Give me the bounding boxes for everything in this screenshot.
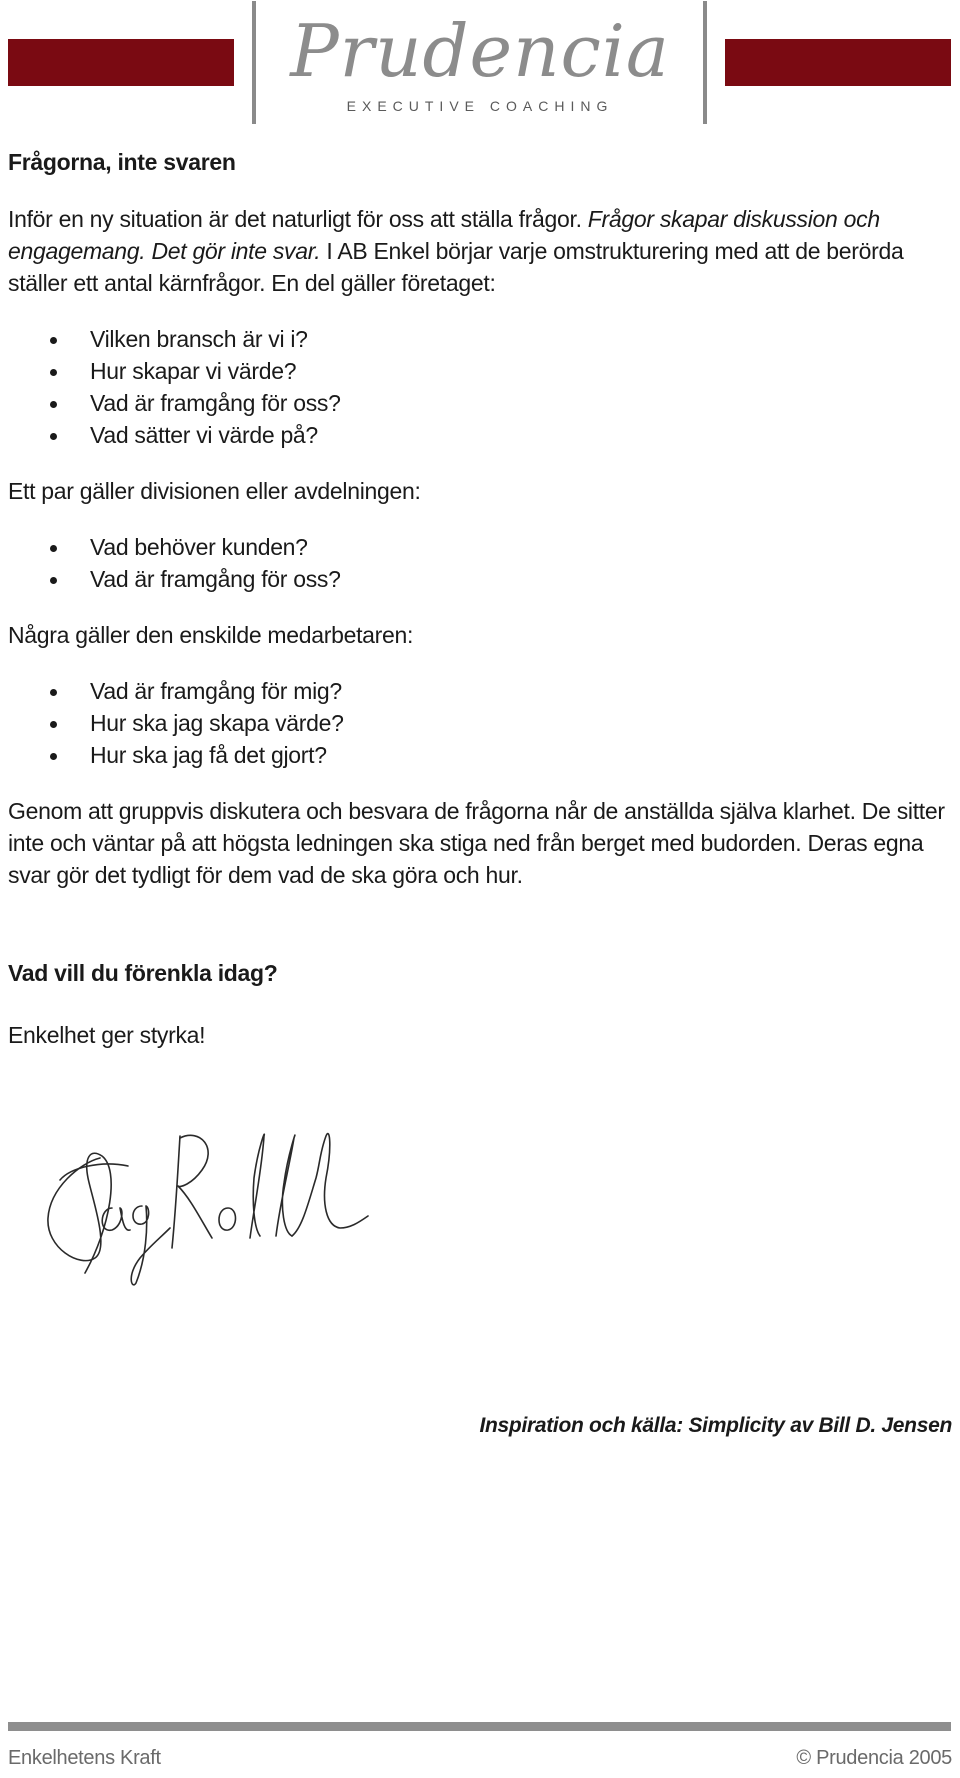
division-intro: Ett par gäller divisionen eller avdelningen: <box>8 478 421 504</box>
intro-paragraph <box>8 203 956 299</box>
employee-questions-list <box>8 675 956 771</box>
conclusion-paragraph: Genom att gruppvis diskutera och besvara de frågorna når de anställda själva klarhet. De sitter inte och väntar på att högsta ledningen ska stiga ned från berget med budorden. Deras egna svar gör det tydligt för dem vad de ska göra och hur. <box>8 798 945 888</box>
list-item <box>90 707 956 739</box>
list-item <box>90 563 956 595</box>
list-item-text: Hur skapar vi värde? <box>90 358 297 384</box>
list-item <box>90 323 956 355</box>
list-item-text: Hur ska jag få det gjort? <box>90 742 327 768</box>
bullet-icon <box>50 401 57 408</box>
bullet-icon <box>50 433 57 440</box>
source-citation: Inspiration och källa: Simplicity av Bill D. Jensen <box>479 1414 952 1437</box>
list-item <box>90 355 956 387</box>
intro-text-2: I AB Enkel börjar varje omstrukturering med att de berörda ställer ett antal kärnfrågor. En del gäller företaget: <box>8 238 904 296</box>
bullet-icon <box>50 337 57 344</box>
list-item <box>90 387 956 419</box>
list-item-text: Hur ska jag skapa värde? <box>90 710 344 736</box>
company-logo-tagline: EXECUTIVE COACHING <box>346 98 614 114</box>
list-item-text: Vad sätter vi värde på? <box>90 422 318 448</box>
intro-text-1: Inför en ny situation är det naturligt för oss att ställa frågor. <box>8 206 588 232</box>
bullet-icon <box>50 577 57 584</box>
header-bar-right <box>725 39 951 86</box>
list-item <box>90 739 956 771</box>
logo-divider-left <box>252 1 256 124</box>
list-item <box>90 675 956 707</box>
list-item-text: Vad är framgång för oss? <box>90 566 341 592</box>
list-item-text: Vad behöver kunden? <box>90 534 308 560</box>
list-item <box>90 531 956 563</box>
bullet-icon <box>50 753 57 760</box>
footer-divider <box>8 1722 951 1731</box>
bullet-icon <box>50 369 57 376</box>
closing-question: Vad vill du förenkla idag? <box>8 960 278 986</box>
list-item-text: Vad är framgång för oss? <box>90 390 341 416</box>
bullet-icon <box>50 689 57 696</box>
intro-text-italic: Frågor skapar diskussion och engagemang. Det gör inte svar. <box>8 206 880 264</box>
logo-divider-right <box>703 1 707 124</box>
company-questions-list <box>8 323 956 451</box>
bullet-icon <box>50 721 57 728</box>
footer-copyright: © Prudencia 2005 <box>796 1747 952 1769</box>
closing-line: Enkelhet ger styrka! <box>8 1022 206 1048</box>
list-item <box>90 419 956 451</box>
header-bar-left <box>8 39 234 86</box>
bullet-icon <box>50 545 57 552</box>
article-title: Frågorna, inte svaren <box>8 149 236 175</box>
article-body <box>8 140 956 1051</box>
list-item-text: Vilken bransch är vi i? <box>90 326 308 352</box>
company-logo-wordmark: Prudencia <box>290 9 670 93</box>
handwritten-signature <box>40 1108 370 1288</box>
employee-intro: Några gäller den enskilde medarbetaren: <box>8 622 414 648</box>
footer-title: Enkelhetens Kraft <box>8 1747 161 1769</box>
division-questions-list <box>8 531 956 595</box>
list-item-text: Vad är framgång för mig? <box>90 678 342 704</box>
